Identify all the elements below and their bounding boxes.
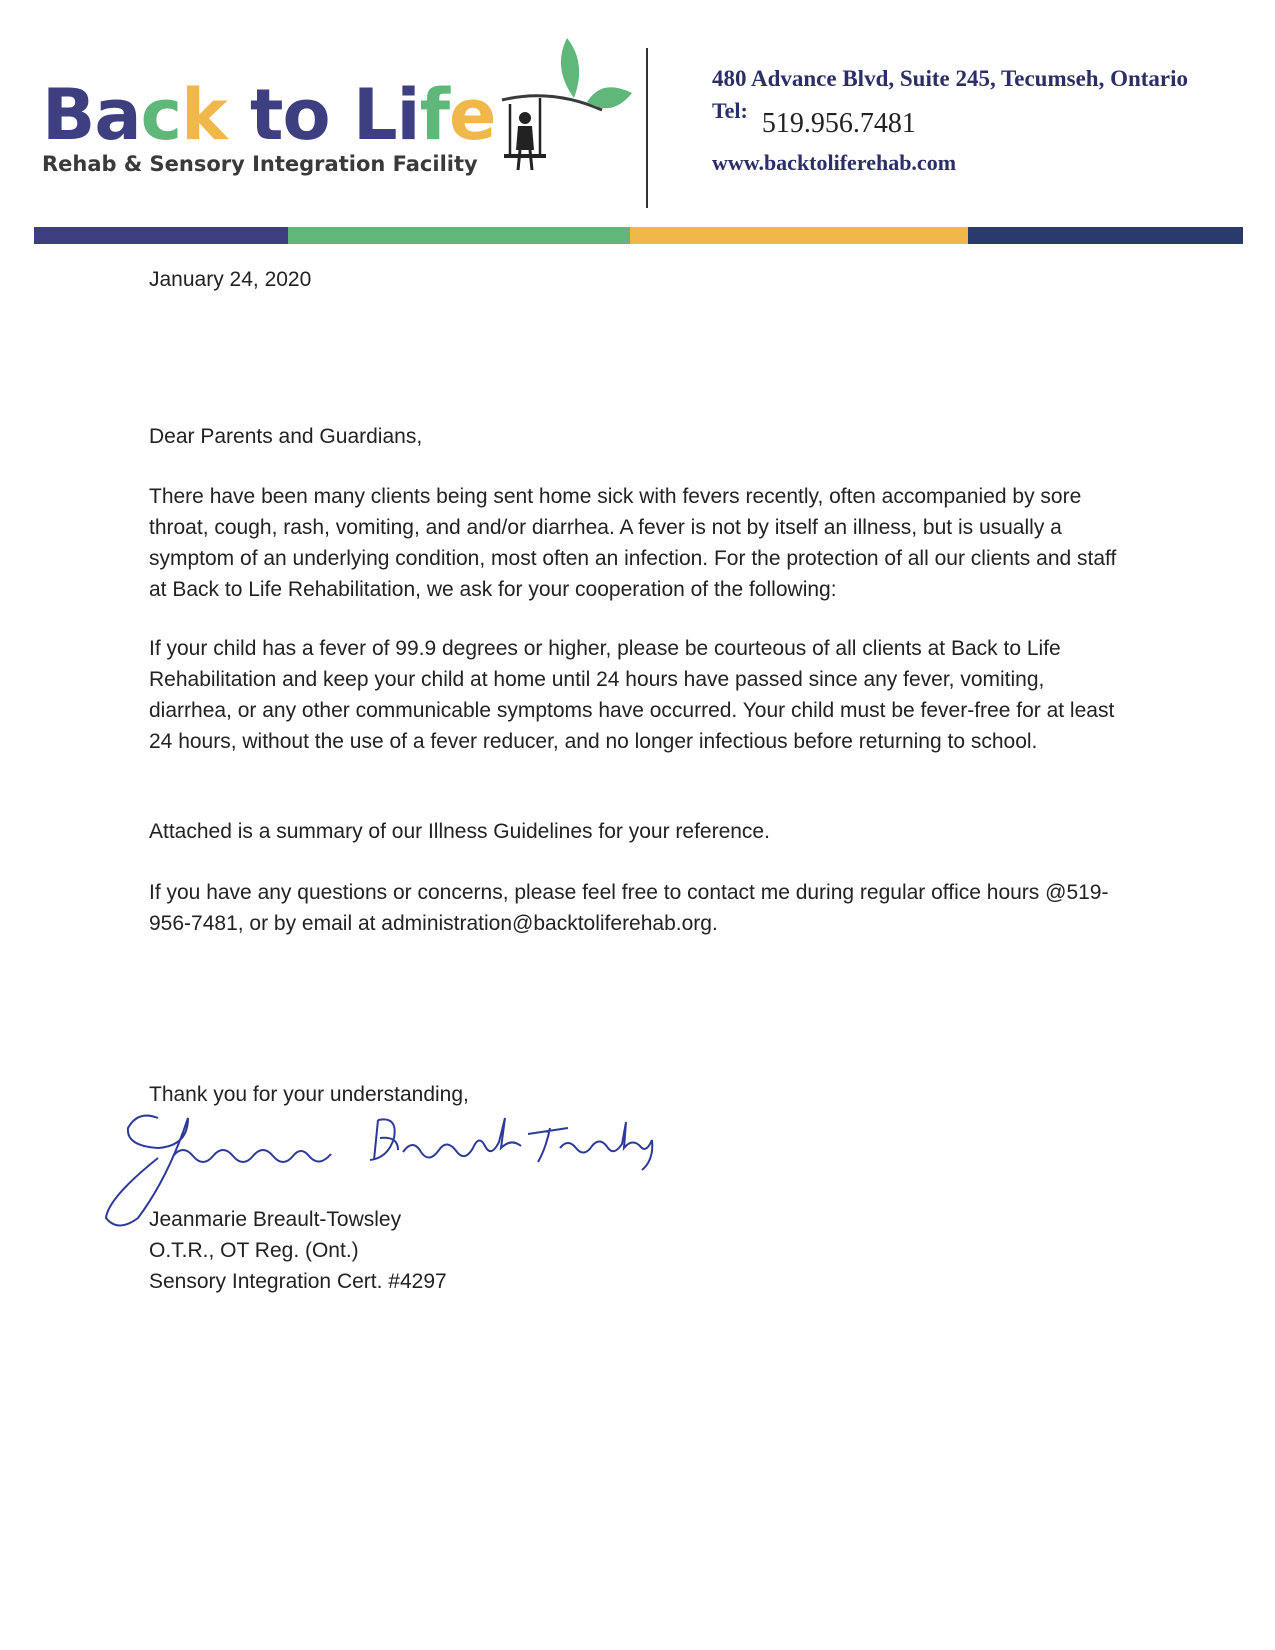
paragraph-fever-notice: There have been many clients being sent home sick with fevers recently, often accompanied by sore throat, cough, rash, vomiting, and and/or diarrhea. A fever is not by itself an illness, but is usually a symptom of an underlying condition, most often an infection. For the protection of all our clients and staff at Back to Life Rehabilitation, we ask for your cooperation of the following: [149, 485, 1117, 601]
logo-part-to-li: to Li [226, 74, 420, 156]
signature-block [149, 1204, 447, 1297]
logo-part-ba: Ba [42, 74, 141, 156]
signer-name: Jeanmarie Breault-Towsley [149, 1208, 402, 1231]
paragraph-policy: If your child has a fever of 99.9 degrees or higher, please be courteous of all clients at Back to Life Rehabilitation and keep your child at home until 24 hours have passed since any fever, vomiting, diarrhea, or any other communicable symptoms have occurred. Your child must be fever-free for at least 24 hours, without the use of a fever reducer, and no longer infectious before returning to school. [149, 637, 1115, 753]
header-divider [646, 48, 648, 208]
salutation: Dear Parents and Guardians, [149, 425, 423, 448]
logo-part-e: e [449, 74, 496, 156]
address: 480 Advance Blvd, Suite 245, Tecumseh, Ontario [712, 66, 1189, 91]
logo-wordmark [42, 74, 496, 156]
logo-part-f: f [419, 74, 450, 156]
closing: Thank you for your understanding, [149, 1083, 469, 1106]
paragraph-contact: If you have any questions or concerns, please feel free to contact me during regular office hours @519-956-7481, or by email at administration@backtoliferehab.org. [149, 881, 1109, 935]
tel-label: Tel: [712, 98, 748, 123]
color-stripe-purple [34, 227, 288, 244]
tel-number: 519.956.7481 [761, 108, 916, 139]
letter-date: January 24, 2020 [149, 268, 312, 291]
website: www.backtoliferehab.com [712, 150, 957, 175]
signer-credentials: O.T.R., OT Reg. (Ont.) [149, 1239, 359, 1262]
color-stripe-orange [630, 227, 968, 244]
telephone [712, 98, 1188, 139]
company-logo [42, 38, 602, 188]
logo-subtitle: Rehab & Sensory Integration Facility [42, 152, 478, 176]
logo-part-k: k [181, 74, 227, 156]
logo-part-c: c [140, 74, 182, 156]
color-stripe-green [288, 227, 630, 244]
swing-leaf-icon [482, 38, 642, 188]
color-stripe-navy [968, 227, 1243, 244]
paragraph-attachment: Attached is a summary of our Illness Guidelines for your reference. [149, 820, 770, 843]
signer-certification: Sensory Integration Cert. #4297 [149, 1270, 447, 1293]
contact-block [712, 66, 1188, 176]
